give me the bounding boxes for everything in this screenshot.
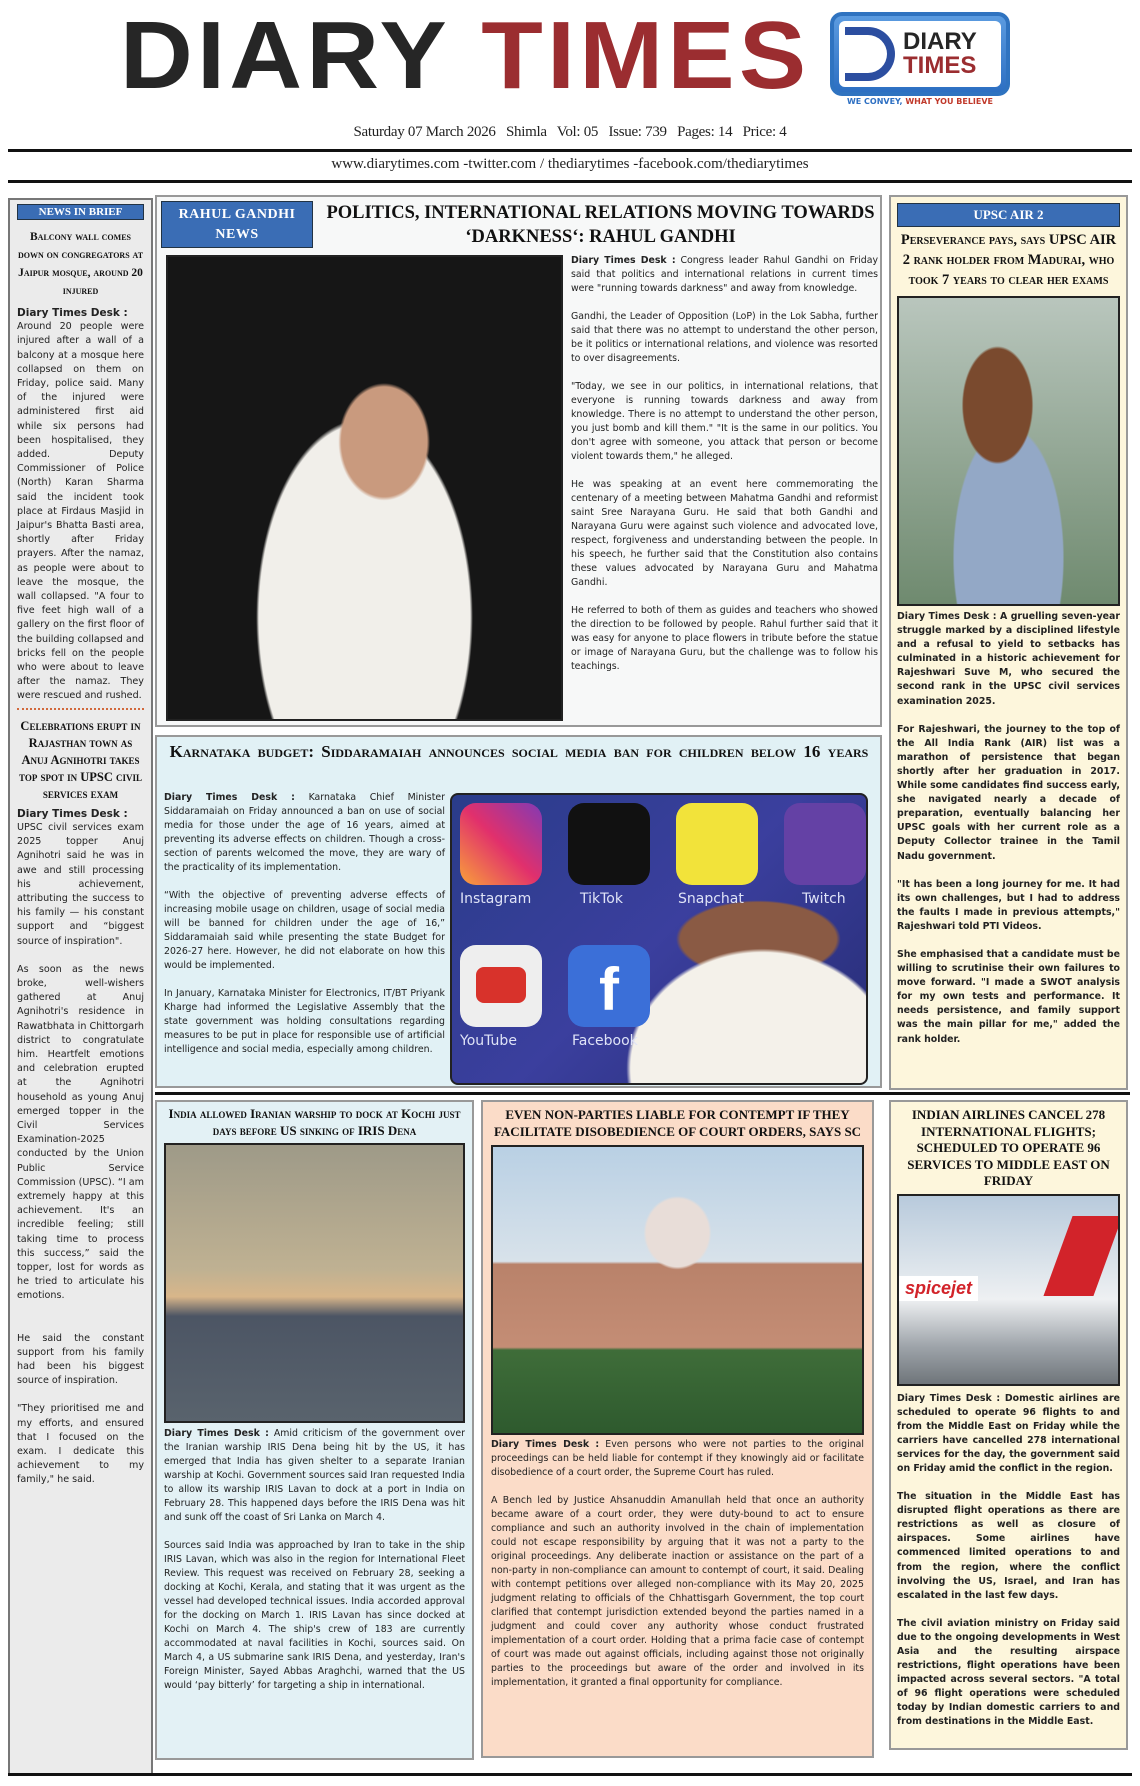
social-links[interactable]: www.diarytimes.com -twitter.com / thediarytimes -facebook.com/thediarytimes [331,156,809,172]
tiktok-icon [568,803,650,885]
paragraph: He was speaking at an event here commemorating the centenary of a meeting between Mahatma Gandhi and reformist saint Sree Narayana Guru. He said that both Gandhi and Narayana Guru were against such violence and advocated love, respect, forgiveness and understanding between the people. In his speech, he further said that the Constitution also contains these values advocated by Narayana Guru and Mahatma Gandhi. [571,479,878,588]
upsc-headline[interactable]: Perseverance pays, says UPSC AIR 2 rank holder from Madurai, who took 7 years to clear her exams [900,232,1117,288]
byline: Diary Times Desk : [897,611,997,622]
paragraph: "They prioritised me and my efforts, and ensured that I focused on the exam. I dedicate this achievement to my family," he said. [17,1403,144,1486]
plane-tail-icon [1043,1216,1120,1296]
spicejet-livery: spicejet [899,1276,978,1301]
paragraph: In January, Karnataka Minister for Electronics, IT/BT Priyank Kharge had informed the Legislative Assembly that the state government was holding consultations regarding measures to be put in place for responsible use of artificial intelligence and social media, especially among children. [164,988,445,1055]
social-media-siddaramaiah-photo [450,793,868,1085]
iran-body [161,1427,468,1693]
upsc-kicker: UPSC AIR 2 [897,203,1120,227]
logo [830,12,1010,96]
paragraph: “With the objective of preventing adverse effects of increasing mobile usage on children, usage of social media will be banned for children under the age of 16,” Siddaramaiah said while presenting the state Budget for 2026-27 here. However, he did not elaborate on how this would be implemented. [164,890,445,971]
paragraph: The civil aviation ministry on Friday said due to the ongoing developments in West Asia and the resulting airspace restrictions, flight operations have been impacted across several sectors. "A total of 96 flight operations were scheduled today by Indian domestic carriers to and from destinations in the Middle East. [897,1617,1120,1728]
paragraph: He said the constant support from his family had been his biggest source of inspiration. [17,1332,144,1387]
snapchat-icon [676,803,758,885]
upsc-article [889,195,1128,1090]
lead-headline[interactable]: POLITICS, INTERNATIONAL RELATIONS MOVING TOWARDS ‘DARKNESS‘: RAHUL GANDHI [326,203,875,247]
airlines-body [897,1392,1120,1730]
sc-body [491,1438,864,1690]
karnataka-headline[interactable]: Karnataka budget: Siddaramaiah announces social media ban for children below 16 years [169,742,869,761]
paragraph: She emphasised that a candidate must be willing to scrutinise their own failures to move forward. "I made a SWOT analysis for my own tests and performance. It needs persistence, and family support was the main pillar for me," added the rank holder. [897,948,1120,1045]
logo-d-icon [845,27,895,81]
divider [8,149,1132,152]
byline: Diary Times Desk : [491,1439,600,1450]
facebook-icon: f [568,945,650,1027]
iran-warship-article [155,1100,474,1760]
news-in-brief-header: NEWS IN BRIEF [17,204,144,220]
paragraph: Sources said India was approached by Iran to take in the ship IRIS Lavan, which was also in the region for International Fleet Review. This request was received on February 28, seeking a docking at Kochi, Kerala, and stating that it was urgent as the vessel had developed technical issues. India accorded approval for the docking on March 1. IRIS Lavan has since docked at Kochi on March 4. The ship's crew of 183 are currently accommodated at naval facilities in Kochi, sources said. On March 4, a US submarine sank IRIS Dena, and yesterday, Iran's Foreign Minister, Sayed Abbas Araghchi, warned that the US would ‘pay bitterly’ for targeting a ship in international. [164,1540,465,1691]
divider [8,180,1132,183]
paragraph: A Bench led by Justice Ahsanuddin Amanullah held that once an authority became aware of a court order, they were duty-bound to act to ensure compliance and such an authority involved in the chain of implementation could not escape responsibility by arguing that it was not a party to the original proceedings. Any deliberate inaction or assistance on the part of a non-party in non-compliance can amount to contempt of court, it said. Dealing with contempt petitions over alleged non-compliance with its May 20, 2025 judgment relating to officials of the Chhattisgarh Government, the top court clarified that contempt jurisdiction extended beyond the parties named in a judgment and could cover any authority whose conduct frustrated implementation of a court order. Holding that a prima facie case of contempt of court was made out against officials, including against those not originally parties to the proceedings but aware of the order and involved in its implementation, it granted a final opportunity for compliance. [491,1495,864,1688]
paragraph: Diary Times Desk : Domestic airlines are scheduled to operate 96 flights to and from the Middle East on Friday while the carriers have cancelled 278 international services for the day, the government said on Friday amid the conflict in the region. [897,1392,1120,1474]
karnataka-body [164,791,445,1071]
sc-headline[interactable]: EVEN NON-PARTIES LIABLE FOR CONTEMPT IF THEY FACILITATE DISOBEDIENCE OF COURT ORDERS, SAYS SC [493,1107,862,1139]
airplanes-photo [897,1194,1120,1386]
app-label: Instagram [460,891,532,907]
lead-body [571,254,878,688]
paragraph: Diary Times Desk : Karnataka Chief Minister Siddaramaiah on Friday announced a ban on use of social media for those under the age of 16 years, aimed at preventing its adverse effects on children. Though a cross-section of parents welcomed the move, they are wary of the practicality of its implementation. [164,792,445,873]
supreme-court-photo [491,1145,864,1435]
paragraph: For Rajeshwari, the journey to the top of the All India Rank (AIR) list was a marathon of persistence that began shortly after her graduation in 2017. While some candidates find success early, she navigated nearly a decade of preparation, eventually balancing her UPSC goals with her current role as a Deputy Collector trainee in the Tamil Nadu government. [897,723,1120,862]
byline: Diary Times Desk : [164,792,295,803]
lead-kicker: RAHUL GANDHI NEWS [161,201,313,248]
app-label: TikTok [580,891,623,907]
iran-headline[interactable]: India allowed Iranian warship to dock at Kochi just days before US sinking of IRIS Dena [168,1106,461,1138]
divider [155,1092,1130,1095]
twitch-icon [784,803,866,885]
youtube-icon [460,945,542,1027]
paragraph: Gandhi, the Leader of Opposition (LoP) in the Lok Sabha, further said that there was no attempt to understand the other person, be it politics or international relations, and violence was resorted to over disagreements. [571,311,878,364]
paragraph: As soon as the news broke, well-wishers gathered at Anuj Agnihotri's residence in Rawatbhata in Chittorgarh district to congratulate him. Heartfelt emotions and celebration erupted at the Agnihotri household as young Anuj emerged topper in the Civil Services Examination-2025 conducted by the Union Public Service Commission (UPSC). “I am extremely happy at this achievement. It's an incredible feeling; still taking time to process this success,” said the topper, lost for words as he tried to articulate his emotions. [17,963,144,1302]
news-in-brief-column [8,198,153,1776]
warship-photo [164,1143,465,1423]
brief-article [17,807,144,1488]
lead-article [155,195,882,727]
byline: Diary Times Desk : [17,307,128,319]
byline: Diary Times Desk : [17,807,128,820]
brief-article [17,306,144,704]
app-label: Twitch [802,891,846,907]
paragraph: UPSC civil services exam 2025 topper Anuj Agnihotri said he was in awe and still processing his achievement, attributing the success to his family — his constant support and “biggest source of inspiration". [17,821,144,947]
divider [8,1773,1132,1776]
paragraph: The situation in the Middle East has disrupted flight operations as there are restrictions as well as closure of airspaces. Some airlines have commenced limited operations to and from the region, where the conflict involving the US, Israel, and Iran has escalated in the last few days. [897,1491,1120,1601]
airlines-article [889,1100,1128,1750]
brief-headline[interactable]: Balcony wall comes down on congregators at Jaipur mosque, around 20 injured [17,231,144,297]
app-label: Snapchat [678,891,744,907]
upsc-body [897,610,1120,1047]
paragraph: Around 20 people were injured after a wall of a balcony at a mosque here collapsed on them on Friday, police said. Many of the injured were administered first aid while six persons had been hospitalised, they added. Deputy Commissioner of Police (North) Karan Sharma said the incident took place at Firdaus Masjid in Jaipur's Bhatta Basti area, shortly after Friday prayers. After the namaz, as people were about to leave the mosque, the wall collapsed. "A four to five feet high wall of a gallery on the first floor of the building collapsed and bricks fell on the people who were about to leave after the namaz. They were rescued and rushed. [17,321,144,702]
logo-line1: DIARY [903,28,977,55]
instagram-icon [460,803,542,885]
logo-line2: TIMES [903,52,977,79]
byline: Diary Times Desk : [897,1392,1001,1404]
paragraph: Diary Times Desk : A gruelling seven-year struggle marked by a disciplined lifestyle and a refusal to yield to setbacks has culminated in a historic achievement for Rajeshwari Suve M, who secured the second rank in the UPSC civil services examination 2025. [897,611,1120,707]
paragraph: He referred to both of them as guides and teachers who showed the direction to be followed by people. Rahul further said that it was easy for anyone to place flowers in tribute before the statue or image of Narayana Guru, but the challenge was to follow his teachings. [571,605,878,672]
paragraph: "It has been a long journey for me. It had its own challenges, but I had to address the faults I made in previous attempts," Rajeshwari told PTI Videos. [897,878,1120,932]
airlines-headline[interactable]: INDIAN AIRLINES CANCEL 278 INTERNATIONAL FLIGHTS; SCHEDULED TO OPERATE 96 SERVICES TO MIDDLE EAST ON FRIDAY [907,1107,1110,1188]
byline: Diary Times Desk : [164,1428,269,1439]
app-label: Facebook [572,1033,638,1049]
masthead-title: DIARY TIMES [120,2,811,109]
paragraph: Diary Times Desk : Congress leader Rahul Gandhi on Friday said that politics and international relations in current times were "running towards darkness" and away from knowledge. [571,255,878,294]
paragraph: Diary Times Desk : Even persons who were not parties to the original proceedings can be held liable for contempt if they knowingly aid or facilitate disobedience of a court order, the Supreme Court has ruled. [491,1439,864,1478]
karnataka-article [155,735,882,1088]
byline: Diary Times Desk : [571,255,676,266]
rajeshwari-photo [897,296,1120,606]
tagline: WE CONVEY, WHAT YOU BELIEVE [846,97,994,106]
dateline: Saturday 07 March 2026 Shimla Vol: 05 Issue: 739 Pages: 14 Price: 4 [353,124,787,140]
paragraph: Diary Times Desk : Amid criticism of the government over the Iranian warship IRIS Dena being hit by the US, it has emerged that India has given shelter to a separate Iranian warship at Kochi. Government sources said Iran requested India to allow its warship IRIS Lavan to dock at a port in India on February 28. This happened days before the IRIS Dena was hit and sunk off the coast of Sri Lanka on March 4. [164,1428,465,1523]
rahul-gandhi-photo [166,255,563,721]
app-label: YouTube [460,1033,517,1049]
brief-headline[interactable]: Celebrations erupt in Rajasthan town as Anuj Agnihotri takes top spot in UPSC civil services exam [19,718,142,801]
paragraph: "Today, we see in our politics, in international relations, that everyone is running towards darkness and away from knowledge. There is no attempt to understand the other person, you just bomb and kill them." "It is the same in our politics. You don't agree with someone, you attack that person or become violent towards them," he alleged. [571,381,878,462]
dotted-divider [17,708,144,710]
supreme-court-article [481,1100,874,1758]
